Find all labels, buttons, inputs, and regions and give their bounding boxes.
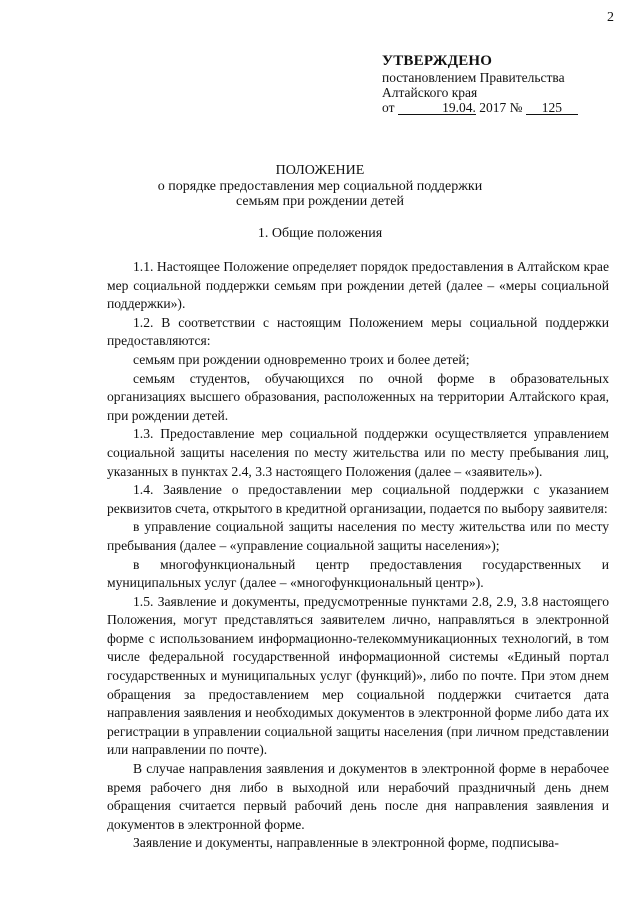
date-prefix: от — [382, 100, 395, 115]
approval-date: 19.04. — [398, 101, 476, 115]
paragraph-1-3: 1.3. Предоставление мер социальной поддержки осуществляется управлением социальной защиты населения по месту жительства или по месту пребывания лиц, указанных в пунктах 2.4, 3.3 настоящего Положения (далее – «заявитель»). — [107, 426, 609, 479]
paragraph-list-item-3: в управление социальной защиты населения по месту жительства или по месту пребывания (далее – «управление социальной защиты населения»); — [107, 519, 609, 553]
approval-line-2: Алтайского края — [382, 85, 478, 100]
paragraph-1-5: 1.5. Заявление и документы, предусмотренные пунктами 2.8, 2.9, 3.8 настоящего Положения, могут представляться заявителем лично, направляться в электронной форме с использованием информационно-телекоммуникационных технологий, в том числе федеральной государственной информационной системы «Единый портал государственных и муниципальных услуг (функций)», либо по почте. При этом днем обращения за предоставлением мер социальной поддержки считается дата направления заявления и необходимых документов в электронной форме либо дата их регистрации в управлении социальной защиты населения (при личном представлении или направлении по почте). — [107, 593, 609, 758]
approval-year: 2017 № — [479, 100, 523, 115]
approval-stamp — [382, 54, 578, 115]
document-heading — [0, 163, 640, 210]
paragraph-electronic-signature: Заявление и документы, направленные в электронной форме, подписыва- — [133, 835, 559, 851]
body-text — [107, 258, 609, 853]
approval-date-line — [382, 100, 578, 115]
paragraph-1-1: 1.1. Настоящее Положение определяет порядок предоставления в Алтайском крае мер социальной поддержки семьям при рождении детей (далее – «меры социальной поддержки»). — [107, 259, 609, 312]
paragraph-electronic-submission: В случае направления заявления и документов в электронной форме в нерабочее время рабочего дня либо в выходной или нерабочий праздничный день днем обращения считается первый рабочий день после дня направления заявления и документов в электронной форме. — [107, 761, 609, 832]
document-subtitle-line-1: о порядке предоставления мер социальной поддержки — [157, 178, 483, 194]
approval-number: 125 — [526, 101, 578, 115]
document-subtitle-line-2: семьям при рождении детей — [236, 194, 404, 209]
page-number: 2 — [607, 10, 614, 25]
approved-heading: УТВЕРЖДЕНО — [382, 53, 493, 69]
paragraph-list-item-4: в многофункциональный центр предоставления государственных и муниципальных услуг (далее – «многофункциональный центр»). — [107, 556, 609, 591]
paragraph-1-2: 1.2. В соответствии с настоящим Положением меры социальной поддержки предоставляются: — [107, 314, 609, 349]
approval-line-1: постановлением Правительства — [382, 70, 565, 85]
paragraph-list-item-2: семьям студентов, обучающихся по очной форме в образовательных организациях высшего образования, расположенных на территории Алтайского края, при рождении детей. — [107, 370, 609, 423]
paragraph-1-4: 1.4. Заявление о предоставлении мер социальной поддержки с указанием реквизитов счета, открытого в кредитной организации, подается по выбору заявителя: — [107, 482, 609, 516]
section-title: 1. Общие положения — [257, 226, 383, 241]
paragraph-list-item-1: семьям при рождении одновременно троих и более детей; — [133, 351, 470, 367]
document-title: ПОЛОЖЕНИЕ — [275, 163, 365, 178]
